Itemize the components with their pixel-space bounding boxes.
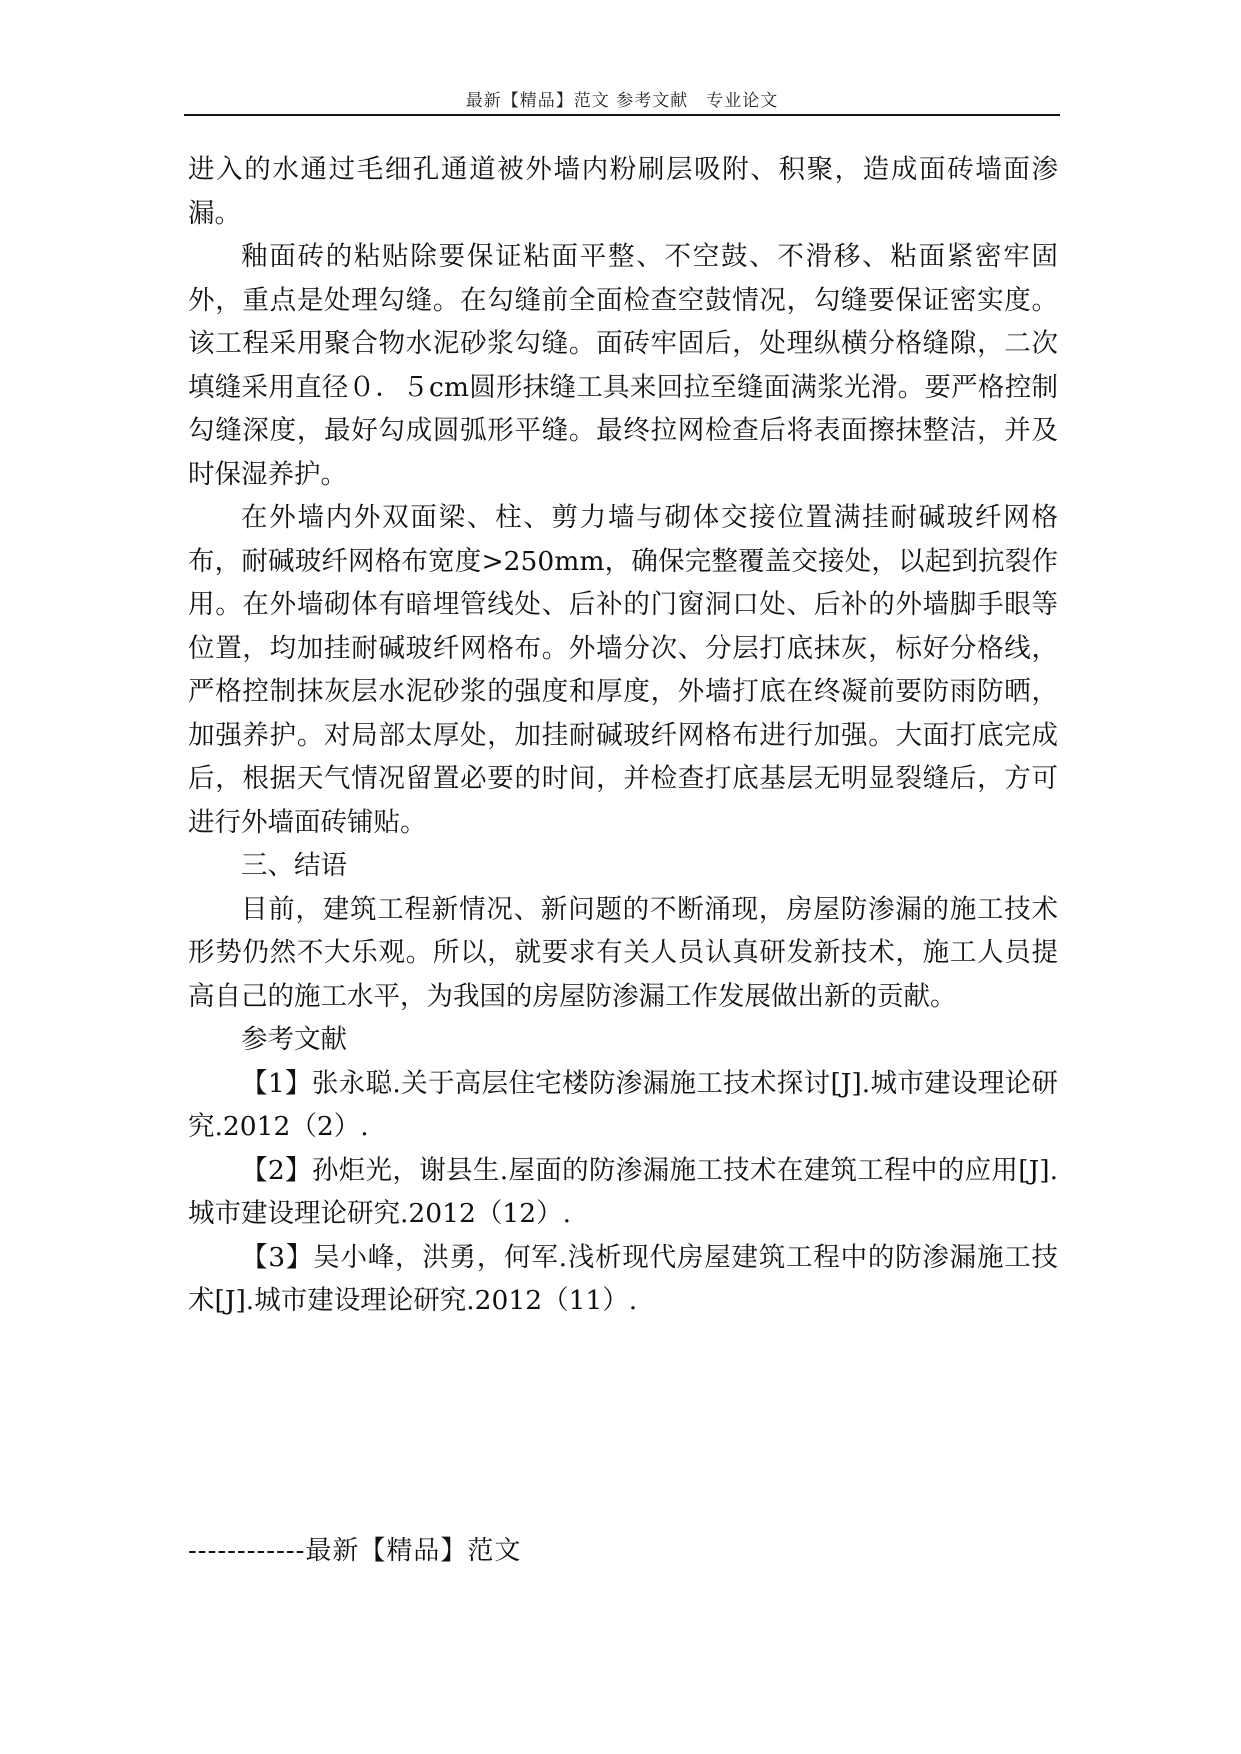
paragraph-continuation: 进入的水通过毛细孔通道被外墙内粉刷层吸附、积聚，造成面砖墙面渗漏。	[188, 154, 1058, 229]
reference-item-2: 【2】孙炬光，谢县生.屋面的防渗漏施工技术在建筑工程中的应用[J].城市建设理论研究.2012（12）.	[188, 1154, 1058, 1229]
page-footer: ------------最新【精品】范文	[188, 1536, 522, 1566]
document-body	[188, 148, 1058, 1323]
paragraph-conclusion: 目前，建筑工程新情况、新问题的不断涌现，房屋防渗漏的施工技术形势仍然不大乐观。所以，就要求有关人员认真研发新技术，施工人员提高自己的施工水平，为我国的房屋防渗漏工作发展做出新的贡献。	[188, 893, 1058, 1012]
paragraph-mesh-reinforcement: 在外墙内外双面梁、柱、剪力墙与砌体交接位置满挂耐碱玻纤网格布，耐碱玻纤网格布宽度>250mm，确保完整覆盖交接处，以起到抗裂作用。在外墙砌体有暗埋管线处、后补的门窗洞口处、后补的外墙脚手眼等位置，均加挂耐碱玻纤网格布。外墙分次、分层打底抹灰，标好分格线，严格控制抹灰层水泥砂浆的强度和厚度，外墙打底在终凝前要防雨防晒，加强养护。对局部太厚处，加挂耐碱玻纤网格布进行加强。大面打底完成后，根据天气情况留置必要的时间，并检查打底基层无明显裂缝后，方可进行外墙面砖铺贴。	[188, 502, 1058, 838]
reference-item-3: 【3】吴小峰，洪勇，何军.浅析现代房屋建筑工程中的防渗漏施工技术[J].城市建设理论研究.2012（11）.	[188, 1241, 1058, 1316]
references-title: 参考文献	[241, 1024, 347, 1055]
reference-item-1: 【1】张永聪.关于高层住宅楼防渗漏施工技术探讨[J].城市建设理论研究.2012（2）.	[188, 1067, 1058, 1142]
section-heading-conclusion: 三、结语	[241, 850, 347, 881]
page-header: 最新【精品】范文 参考文献 专业论文	[465, 91, 779, 111]
header-divider	[184, 114, 1060, 116]
paragraph-tile-grouting: 釉面砖的粘贴除要保证粘面平整、不空鼓、不滑移、粘面紧密牢固外，重点是处理勾缝。在勾缝前全面检查空鼓情况，勾缝要保证密实度。该工程采用聚合物水泥砂浆勾缝。面砖牢固后，处理纵横分格缝隙，二次填缝采用直径０．５cm圆形抹缝工具来回拉至缝面满浆光滑。要严格控制勾缝深度，最好勾成圆弧形平缝。最终拉网检查后将表面擦抹整洁，并及时保湿养护。	[188, 241, 1058, 490]
